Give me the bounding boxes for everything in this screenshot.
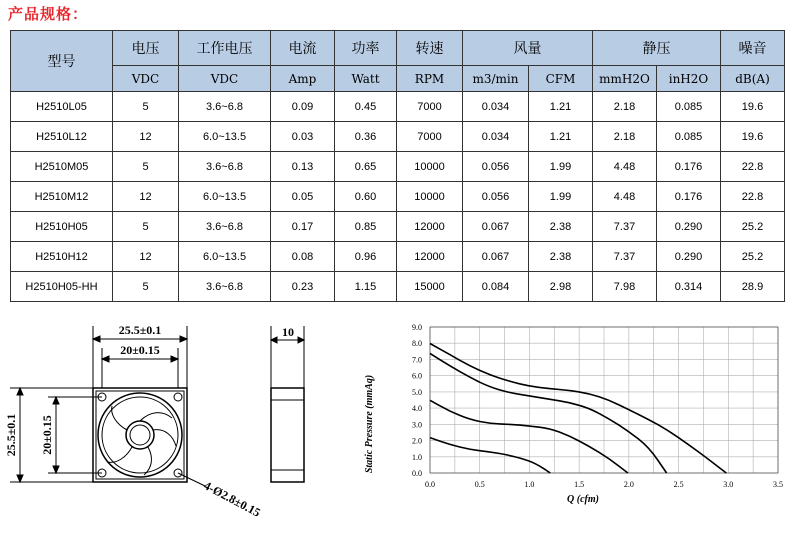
header-power: 功率 — [335, 31, 397, 66]
model-cell: H2510L05 — [11, 92, 113, 122]
table-cell: 12000 — [397, 242, 463, 272]
table-cell: 1.99 — [529, 182, 593, 212]
unit-cell: VDC — [179, 66, 271, 92]
table-cell: 0.290 — [657, 212, 721, 242]
table-row — [11, 122, 785, 152]
y-tick-label: 0.0 — [412, 469, 422, 478]
table-cell: 5 — [113, 212, 179, 242]
x-tick-label: 0.5 — [474, 480, 485, 489]
y-tick-label: 7.0 — [412, 355, 422, 365]
table-cell: 0.13 — [271, 152, 335, 182]
table-cell: 10000 — [397, 182, 463, 212]
x-tick-label: 2.5 — [673, 480, 684, 489]
table-cell: 0.067 — [463, 212, 529, 242]
y-tick-label: 5.0 — [412, 387, 422, 397]
table-cell: 7.98 — [593, 272, 657, 302]
table-cell: 3.6~6.8 — [179, 272, 271, 302]
table-row — [11, 242, 785, 272]
table-cell: 12 — [113, 122, 179, 152]
x-tick-label: 3.0 — [723, 480, 734, 489]
y-tick-label: 4.0 — [412, 404, 422, 414]
table-cell: 2.98 — [529, 272, 593, 302]
model-cell: H2510M12 — [11, 182, 113, 212]
table-cell: 6.0~13.5 — [179, 182, 271, 212]
pq-curve-3 — [430, 353, 667, 473]
header-speed: 转速 — [397, 31, 463, 66]
model-cell: H2510M05 — [11, 152, 113, 182]
table-cell: 12 — [113, 182, 179, 212]
table-row — [11, 272, 785, 302]
table-cell: 2.18 — [593, 122, 657, 152]
table-cell: 0.85 — [335, 212, 397, 242]
table-cell: 0.084 — [463, 272, 529, 302]
x-tick-label: 2.0 — [623, 480, 634, 489]
table-cell: 5 — [113, 152, 179, 182]
pq-curve-1 — [430, 438, 550, 473]
table-cell: 7000 — [397, 122, 463, 152]
x-tick-label: 0.0 — [425, 480, 435, 489]
table-cell: 6.0~13.5 — [179, 242, 271, 272]
table-cell: 0.034 — [463, 122, 529, 152]
table-cell: 12000 — [397, 212, 463, 242]
dimension-drawing — [0, 318, 350, 543]
dim-inner-width: 20±0.15 — [120, 343, 160, 357]
table-cell: 2.18 — [593, 92, 657, 122]
table-cell: 6.0~13.5 — [179, 122, 271, 152]
x-tick-label: 1.0 — [524, 480, 535, 489]
table-cell: 0.085 — [657, 92, 721, 122]
dim-outer-width: 25.5±0.1 — [118, 323, 162, 337]
table-cell: 0.65 — [335, 152, 397, 182]
dim-mounting-holes: 4-Ø2.8±0.15 — [201, 478, 263, 520]
table-cell: 0.45 — [335, 92, 397, 122]
table-cell: 0.314 — [657, 272, 721, 302]
y-tick-label: 6.0 — [412, 371, 422, 381]
header-voltage: 电压 — [113, 31, 179, 66]
table-cell: 25.2 — [721, 212, 785, 242]
pq-curve-2 — [430, 400, 628, 473]
table-cell: 7000 — [397, 92, 463, 122]
header-model: 型号 — [11, 31, 113, 92]
table-cell: 28.9 — [721, 272, 785, 302]
unit-cell: Watt — [335, 66, 397, 92]
table-cell: 0.17 — [271, 212, 335, 242]
table-cell: 0.05 — [271, 182, 335, 212]
table-cell: 1.15 — [335, 272, 397, 302]
table-cell: 0.09 — [271, 92, 335, 122]
table-cell: 22.8 — [721, 152, 785, 182]
table-row — [11, 92, 785, 122]
table-cell: 25.2 — [721, 242, 785, 272]
table-cell: 0.96 — [335, 242, 397, 272]
table-cell: 0.290 — [657, 242, 721, 272]
y-tick-label: 1.0 — [412, 452, 422, 462]
x-axis-label: Q (cfm) — [567, 494, 599, 505]
model-cell: H2510H05 — [11, 212, 113, 242]
model-cell: H2510H05-HH — [11, 272, 113, 302]
y-axis-ticks — [412, 323, 422, 478]
y-axis-label: Static Pressure (mmAq) — [364, 374, 375, 474]
table-cell: 0.23 — [271, 272, 335, 302]
table-cell: 2.38 — [529, 242, 593, 272]
table-row — [11, 152, 785, 182]
table-cell: 15000 — [397, 272, 463, 302]
header-noise: 噪音 — [721, 31, 785, 66]
unit-cell: RPM — [397, 66, 463, 92]
table-cell: 22.8 — [721, 182, 785, 212]
section-title: 产品规格： — [8, 5, 89, 23]
header-static-pressure: 静压 — [593, 31, 721, 66]
model-cell: H2510H12 — [11, 242, 113, 272]
table-cell: 3.6~6.8 — [179, 92, 271, 122]
table-cell: 4.48 — [593, 152, 657, 182]
dim-outer-height: 25.5±0.1 — [4, 413, 18, 457]
table-cell: 0.056 — [463, 182, 529, 212]
table-cell: 0.067 — [463, 242, 529, 272]
unit-cell: dB(A) — [721, 66, 785, 92]
unit-cell: VDC — [113, 66, 179, 92]
table-cell: 0.056 — [463, 152, 529, 182]
table-cell: 1.99 — [529, 152, 593, 182]
table-cell: 0.36 — [335, 122, 397, 152]
spec-table — [10, 30, 785, 302]
table-cell: 0.176 — [657, 152, 721, 182]
table-cell: 7.37 — [593, 242, 657, 272]
table-cell: 0.60 — [335, 182, 397, 212]
unit-cell: inH2O — [657, 66, 721, 92]
table-cell: 19.6 — [721, 92, 785, 122]
x-axis-ticks — [425, 480, 783, 489]
unit-cell: CFM — [529, 66, 593, 92]
table-cell: 0.034 — [463, 92, 529, 122]
y-tick-label: 8.0 — [412, 339, 422, 349]
y-tick-label: 3.0 — [412, 420, 422, 430]
table-cell: 0.085 — [657, 122, 721, 152]
unit-cell: Amp — [271, 66, 335, 92]
performance-chart — [355, 318, 795, 543]
table-cell: 0.08 — [271, 242, 335, 272]
y-tick-label: 9.0 — [412, 323, 422, 332]
header-current: 电流 — [271, 31, 335, 66]
table-cell: 5 — [113, 92, 179, 122]
table-cell: 3.6~6.8 — [179, 152, 271, 182]
header-airflow: 风量 — [463, 31, 593, 66]
table-cell: 1.21 — [529, 92, 593, 122]
table-row — [11, 182, 785, 212]
table-cell: 3.6~6.8 — [179, 212, 271, 242]
y-tick-label: 2.0 — [412, 436, 422, 446]
unit-cell: m3/min — [463, 66, 529, 92]
x-tick-label: 3.5 — [773, 480, 783, 489]
table-cell: 12 — [113, 242, 179, 272]
model-cell: H2510L12 — [11, 122, 113, 152]
header-operating-voltage: 工作电压 — [179, 31, 271, 66]
table-cell: 2.38 — [529, 212, 593, 242]
table-cell: 1.21 — [529, 122, 593, 152]
dim-inner-height: 20±0.15 — [40, 415, 54, 455]
table-row — [11, 212, 785, 242]
table-cell: 5 — [113, 272, 179, 302]
table-cell: 0.03 — [271, 122, 335, 152]
table-cell: 7.37 — [593, 212, 657, 242]
table-cell: 10000 — [397, 152, 463, 182]
unit-cell: mmH2O — [593, 66, 657, 92]
dim-thickness: 10 — [282, 325, 294, 339]
table-cell: 19.6 — [721, 122, 785, 152]
table-cell: 4.48 — [593, 182, 657, 212]
table-cell: 0.176 — [657, 182, 721, 212]
x-tick-label: 1.5 — [574, 480, 585, 489]
